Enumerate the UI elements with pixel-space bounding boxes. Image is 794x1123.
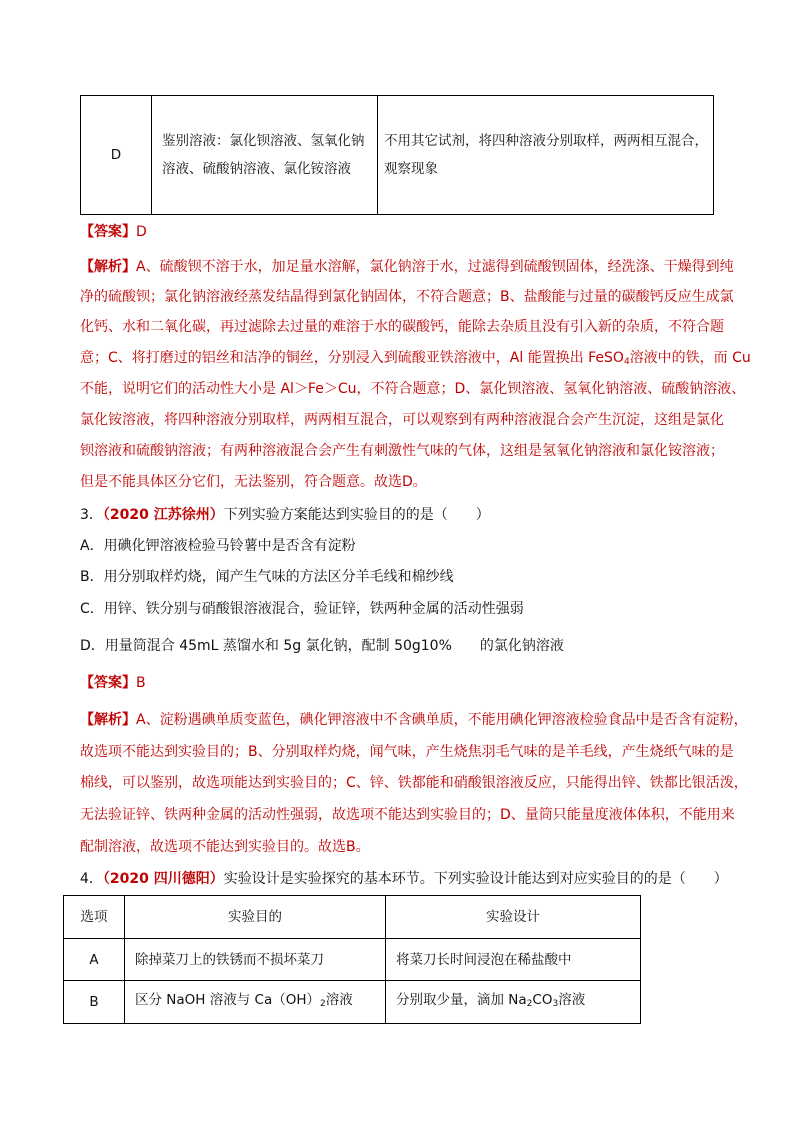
experiment-purpose: 除掉菜刀上的铁锈而不损坏菜刀 (125, 939, 386, 981)
table-row (64, 981, 641, 1024)
option-label: B (64, 981, 125, 1024)
q3-answer: 【答案】B (80, 675, 146, 691)
q3-option-d: D．用量筒混合 45mL 蒸馏水和 5g 氯化钠，配制 50g10% 的氯化钠溶液 (80, 638, 564, 654)
q3-option-c: C．用锌、铁分别与硝酸银溶液混合，验证锌，铁两种金属的活动性强弱 (80, 601, 524, 617)
q3-stem: 3．（2020 江苏徐州）下列实验方案能达到实验目的的是（ ） (80, 507, 490, 523)
option-label: A (64, 939, 125, 981)
option-label: D (81, 96, 152, 215)
experiment-design: 分别取少量，滴加 $Na_2CO_3$溶液 (386, 981, 641, 1024)
analysis-line: 【解析】A、淀粉遇碘单质变蓝色，碘化钾溶液中不含碘单质，不能用碘化钾溶液检验食品中是否含有淀粉， (80, 712, 748, 728)
q4-stem: 4．（2020 四川德阳）实验设计是实验探究的基本环节。下列实验设计能达到对应实验目的的是（ ） (80, 871, 728, 887)
q2-answer: 【答案】D (80, 224, 147, 240)
q3-option-b: B．用分别取样灼烧，闻产生气味的方法区分羊毛线和棉纱线 (80, 569, 454, 585)
experiment-design: 不用其它试剂，将四种溶液分别取样，两两相互混合， 观察现象 (378, 96, 714, 215)
analysis-line: 但是不能具体区分它们，无法鉴别，符合题意。故选D。 (80, 474, 427, 490)
analysis-line: 钡溶液和硫酸钠溶液；有两种溶液混合会产生有刺激性气味的气体，这组是氢氧化钠溶液和氯化铵溶液； (80, 443, 724, 459)
analysis-line: 化钙、水和二氧化碳，再过滤除去过量的难溶于水的碳酸钙，能除去杂质且没有引入新的杂质，不符合题 (80, 319, 724, 335)
column-header: 实验目的 (125, 896, 386, 939)
column-header: 选项 (64, 896, 125, 939)
analysis-line: 无法验证锌、铁两种金属的活动性强弱，故选项不能达到实验目的；D、量筒只能量度液体体积，不能用来 (80, 807, 735, 823)
analysis-line: 意；C、将打磨过的铝丝和洁净的铜丝，分别浸入到硫酸亚铁溶液中，Al 能置换出 FeSO$_4$溶液中的铁，而 Cu (80, 350, 751, 367)
experiment-design: 将菜刀长时间浸泡在稀盐酸中 (386, 939, 641, 981)
table-row (64, 939, 641, 981)
analysis-line: 故选项不能达到实验目的；B、分别取样灼烧，闻气味，产生烧焦羽毛气味的是羊毛线，产生烧纸气味的是 (80, 744, 734, 760)
experiment-purpose: 鉴别溶液：氯化钡溶液、氢氧化钠 溶液、硫酸钠溶液、氯化铵溶液 (152, 96, 378, 215)
q3-option-a: A．用碘化钾溶液检验马铃薯中是否含有淀粉 (80, 538, 356, 554)
option-d-table (80, 95, 714, 215)
analysis-line: 不能，说明它们的活动性大小是 Al＞Fe＞Cu，不符合题意；D、氯化钡溶液、氢氧化钠溶液、硫酸钠溶液、 (80, 381, 746, 397)
analysis-line: 净的硫酸钡；氯化钠溶液经蒸发结晶得到氯化钠固体，不符合题意；B、盐酸能与过量的碳酸钙反应生成氯 (80, 289, 734, 305)
column-header: 实验设计 (386, 896, 641, 939)
table-row (81, 96, 714, 215)
experiment-purpose: 区分 NaOH 溶液与 $Ca(OH)_2$溶液 (125, 981, 386, 1024)
analysis-line: 【解析】A、硫酸钡不溶于水，加足量水溶解，氯化钠溶于水，过滤得到硫酸钡固体，经洗涤、干燥得到纯 (80, 259, 734, 275)
q4-table (63, 895, 641, 1024)
analysis-line: 氯化铵溶液，将四种溶液分别取样，两两相互混合，可以观察到有两种溶液混合会产生沉淀，这组是氯化 (80, 412, 724, 428)
table-header-row (64, 896, 641, 939)
analysis-line: 配制溶液，故选项不能达到实验目的。故选B。 (80, 839, 370, 855)
analysis-line: 棉线，可以鉴别，故选项能达到实验目的；C、锌、铁都能和硝酸银溶液反应，只能得出锌、铁都比银活泼， (80, 775, 748, 791)
